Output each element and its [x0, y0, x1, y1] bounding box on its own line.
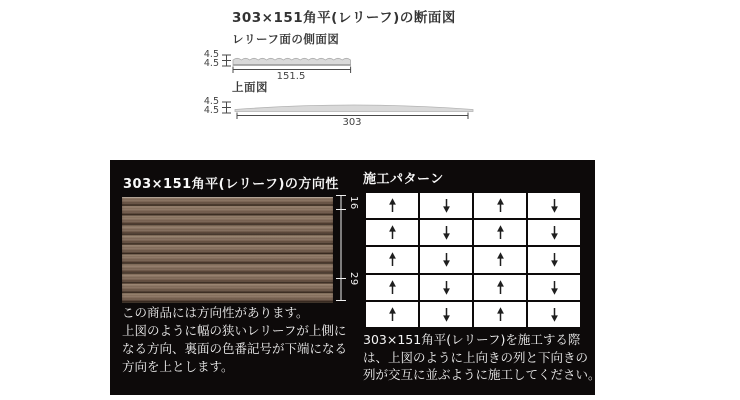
arrow-down-icon	[440, 307, 453, 322]
arrow-down-icon	[548, 252, 561, 267]
arrow-up-icon	[386, 198, 399, 213]
side-view-width-value: 151.5	[276, 71, 306, 82]
pattern-title: 施工パターン	[363, 172, 444, 187]
pattern-cell-up	[474, 275, 526, 300]
pattern-cell-up	[366, 193, 418, 218]
pattern-cell-down	[420, 220, 472, 245]
side-view-label: レリーフ面の側面図	[232, 32, 340, 46]
top-view-label: 上面図	[232, 80, 268, 94]
relief-profile-shape	[233, 58, 351, 65]
pattern-cell-down	[420, 302, 472, 327]
pattern-cell-down	[528, 193, 580, 218]
direction-desc-line: この商品には方向性があります。	[122, 305, 309, 320]
pattern-grid	[366, 193, 580, 327]
arrow-down-icon	[440, 198, 453, 213]
arrow-down-icon	[440, 280, 453, 295]
arrow-up-icon	[386, 225, 399, 240]
pattern-cell-up	[474, 220, 526, 245]
direction-desc-line: 方向を上とします。	[122, 359, 234, 374]
pattern-desc-line: は、上図のように上向きの列と下向きの	[363, 349, 589, 365]
pattern-cell-up	[366, 247, 418, 272]
arrow-up-icon	[494, 307, 507, 322]
pattern-description	[363, 331, 601, 384]
arrow-down-icon	[548, 225, 561, 240]
pattern-cell-up	[474, 302, 526, 327]
direction-desc-line: 上図のように幅の狭いレリーフが上側に	[122, 323, 347, 338]
pattern-cell-down	[528, 220, 580, 245]
tile-dim-lines	[336, 193, 362, 305]
arrow-up-icon	[494, 198, 507, 213]
direction-description	[122, 304, 360, 376]
arrow-up-icon	[494, 280, 507, 295]
convex-profile-shape	[235, 105, 473, 112]
info-panel	[110, 160, 601, 395]
side-view-dim-relief: 4.5	[203, 49, 219, 60]
arrow-down-icon	[440, 225, 453, 240]
direction-desc-line: なる方向、裏面の色番記号が下端になる	[122, 341, 348, 356]
pattern-cell-up	[366, 220, 418, 245]
arrow-up-icon	[386, 252, 399, 267]
pattern-desc-line: 列が交互に並ぶように施工してください。	[363, 367, 601, 382]
direction-title: 303×151角平(レリーフ)の方向性	[123, 177, 339, 192]
arrow-down-icon	[548, 307, 561, 322]
arrow-down-icon	[440, 252, 453, 267]
pattern-cell-up	[474, 247, 526, 272]
pattern-cell-down	[528, 302, 580, 327]
arrow-up-icon	[386, 307, 399, 322]
arrow-up-icon	[494, 252, 507, 267]
section-title: 303×151角平(レリーフ)の断面図	[232, 10, 456, 26]
pattern-cell-down	[528, 247, 580, 272]
top-view-dim-body: 4.5	[203, 105, 219, 116]
side-view-dim-bracket	[222, 55, 231, 66]
side-view-dim-body: 4.5	[203, 58, 219, 69]
pattern-cell-down	[528, 275, 580, 300]
tile-dim-upper-value: 16	[348, 196, 359, 210]
pattern-cell-down	[420, 247, 472, 272]
top-view-width-value: 303	[342, 117, 362, 128]
pattern-desc-line: 303×151角平(レリーフ)を施工する際	[363, 332, 581, 347]
pattern-cell-up	[474, 193, 526, 218]
tile-texture-image	[122, 197, 333, 303]
arrow-down-icon	[548, 280, 561, 295]
arrow-up-icon	[386, 280, 399, 295]
top-view-dim-relief: 4.5	[203, 96, 219, 107]
pattern-cell-up	[366, 275, 418, 300]
pattern-cell-down	[420, 275, 472, 300]
pattern-cell-up	[366, 302, 418, 327]
arrow-up-icon	[494, 225, 507, 240]
pattern-cell-down	[420, 193, 472, 218]
tile-dim-lower-value: 29	[348, 272, 359, 286]
arrow-down-icon	[548, 198, 561, 213]
top-view-dim-bracket	[222, 102, 231, 113]
